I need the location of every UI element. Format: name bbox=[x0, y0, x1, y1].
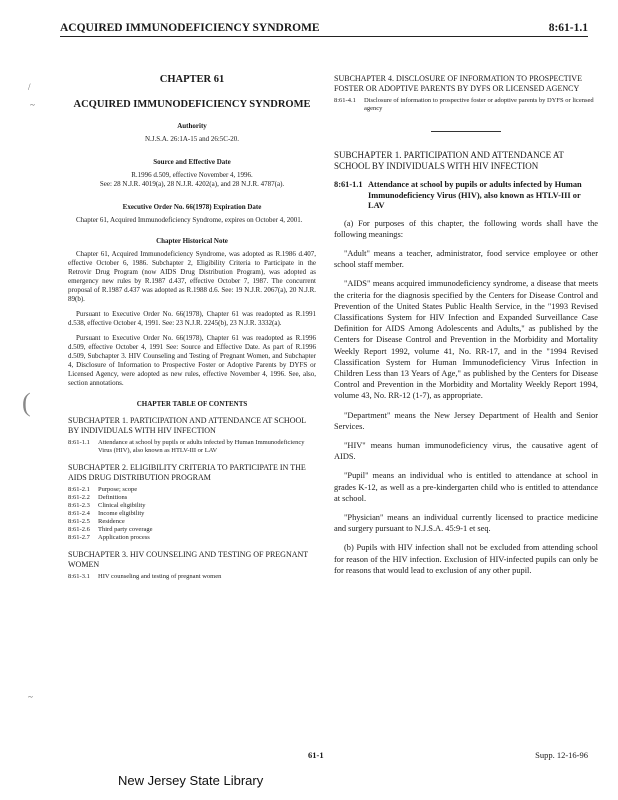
margin-mark: / bbox=[28, 82, 31, 92]
chapter-name: ACQUIRED IMMUNODEFICIENCY SYNDROME bbox=[73, 99, 311, 110]
exec-order-label: Executive Order No. 66(1978) Expiration Date bbox=[122, 203, 262, 211]
toc-number: 8:61-2.5 bbox=[68, 518, 90, 525]
rule-paragraph: "HIV" means human immunodeficiency virus, the causative agent of AIDS. bbox=[334, 440, 598, 462]
toc-entry bbox=[68, 573, 316, 581]
rule-paragraph: "AIDS" means acquired immunodeficiency syndrome, a disease that meets the criteria for the diagnosis specified by the Centers for Disease Control and Prevention of the United States Public Health Service, in the "1993 Revised Classifications System for HIV Infection and Expanded Surveillance Case Definition for AIDS Among Adolescents and Adults," as published by the Centers for Disease Control and Prevention in the Morbidity and Mortality Weekly Report 1992, volume 41, No. RR-17, and in the "1994 Revised Classification System for Human Immunodeficiency Virus Infection in Children Less than 13 Years of Age," as published by the Centers for Disease Control and Prevention in the Morbidity and Mortality Weekly Report 1994, volume 43, No. RR-12 (1-7), as appropriate. bbox=[334, 279, 598, 401]
section-title: Attendance at school by pupils or adults infected by Human Immunodeficiency Virus (HIV), also known as HTLV-III or LAV bbox=[368, 180, 582, 210]
rule-paragraph: "Adult" means a teacher, administrator, food service employee or other school staff member. bbox=[334, 248, 598, 270]
toc-entry bbox=[334, 97, 598, 113]
toc-subchapter-1: SUBCHAPTER 1. PARTICIPATION AND ATTENDANCE AT SCHOOL BY INDIVIDUALS WITH HIV INFECTION bbox=[68, 416, 306, 435]
toc-subchapter-3: SUBCHAPTER 3. HIV COUNSELING AND TESTING OF PREGNANT WOMEN bbox=[68, 550, 309, 569]
exec-order-text: Chapter 61, Acquired Immunodeficiency Syndrome, expires on October 4, 2001. bbox=[76, 216, 303, 224]
rule-paragraph: "Department" means the New Jersey Department of Health and Senior Services. bbox=[334, 410, 598, 431]
source-line-1: R.1996 d.509, effective November 4, 1996. bbox=[131, 171, 253, 179]
toc-entry bbox=[68, 439, 316, 455]
toc-number: 8:61-2.2 bbox=[68, 494, 90, 501]
toc-title: Attendance at school by pupils or adults infected by Human Immunodeficiency Virus (HIV), also known as HTLV-III or LAV bbox=[98, 439, 305, 454]
margin-mark: ~ bbox=[30, 100, 35, 110]
toc-label: CHAPTER TABLE OF CONTENTS bbox=[136, 400, 248, 408]
toc-title: Application process bbox=[98, 534, 150, 541]
toc-number: 8:61-2.4 bbox=[68, 510, 90, 517]
toc-number: 8:61-2.6 bbox=[68, 526, 90, 533]
toc-entry bbox=[68, 526, 316, 534]
page-number: 61-1 bbox=[308, 750, 324, 760]
toc-entry bbox=[68, 486, 316, 494]
toc-title: Residence bbox=[98, 518, 125, 525]
right-column bbox=[334, 74, 598, 584]
history-paragraph: Pursuant to Executive Order No. 66(1978), Chapter 61 was readopted as R.1996 d.509, effective October 4, 1991 See: Source and Effective Date. As part of R.1996 d.509, Subchapter 3. HIV Counseling and Testing of Pregnant Women, and Subchapter 4, Disclosure of Information to Prospective Foster or Adoptive Parents by DYFS or Licensed Agency, were adopted as new rules, effective November 4, 1996. See, also, section annotations. bbox=[68, 334, 316, 387]
toc-subchapter-2: SUBCHAPTER 2. ELIGIBILITY CRITERIA TO PARTICIPATE IN THE AIDS DRUG DISTRIBUTION PROGRAM bbox=[68, 463, 306, 482]
margin-mark: ~ bbox=[28, 692, 33, 702]
toc-title: Purpose; scope bbox=[98, 486, 138, 493]
header-section: 8:61-1.1 bbox=[548, 22, 588, 34]
toc-number: 8:61-2.1 bbox=[68, 486, 90, 493]
toc-number: 8:61-4.1 bbox=[334, 97, 356, 104]
toc-number: 8:61-1.1 bbox=[68, 439, 90, 446]
toc-number: 8:61-2.3 bbox=[68, 502, 90, 509]
section-heading bbox=[334, 180, 598, 212]
chapter-number: CHAPTER 61 bbox=[159, 74, 225, 85]
history-paragraph: Pursuant to Executive Order No. 66(1978), Chapter 61 was readopted as R.1991 d.538, effective October 4, 1991. See: 23 N.J.R. 2245(b), 23 N.J.R. 3332(a). bbox=[68, 310, 316, 327]
library-stamp: New Jersey State Library bbox=[118, 773, 264, 788]
history-label: Chapter Historical Note bbox=[156, 237, 228, 245]
toc-subchapter-4: SUBCHAPTER 4. DISCLOSURE OF INFORMATION TO PROSPECTIVE FOSTER OR ADOPTIVE PARENTS BY DYFS OR LICENSED AGENCY bbox=[334, 74, 582, 93]
rule-paragraph: "Physician" means an individual currently licensed to practice medicine and surgery pursuant to N.J.S.A. 45:9-1 et seq. bbox=[334, 512, 598, 534]
toc-entry bbox=[68, 518, 316, 526]
rule-paragraph: "Pupil" means an individual who is entitled to attendance at school in grades K-12, as well as a pre-kindergarten child who is entitled to attendance at school. bbox=[334, 471, 598, 503]
rule-paragraph: (a) For purposes of this chapter, the following words shall have the following meanings: bbox=[334, 218, 598, 239]
binder-hole-mark: ( bbox=[22, 388, 31, 417]
toc-title: Income eligibility bbox=[98, 510, 145, 517]
source-label: Source and Effective Date bbox=[153, 158, 231, 166]
header-title: ACQUIRED IMMUNODEFICIENCY SYNDROME bbox=[60, 22, 320, 34]
toc-entry bbox=[68, 534, 316, 542]
supplement-date: Supp. 12-16-96 bbox=[535, 750, 588, 760]
rule-paragraph: (b) Pupils with HIV infection shall not be excluded from attending school for reason of the HIV infection. Exclusion of HIV-infected pupils can only be for reasons that would lead to exclusion of any other pupil. bbox=[334, 543, 598, 575]
toc-entry bbox=[68, 502, 316, 510]
toc-title: HIV counseling and testing of pregnant women bbox=[98, 573, 222, 580]
left-column bbox=[68, 74, 316, 581]
history-paragraph: Chapter 61, Acquired Immunodeficiency Syndrome, was adopted as R.1986 d.407, effective October 6, 1986. Subchapter 2, Eligibility Criteria to Participate in the Retrovir Drug Program (now AIDS Drug Distribution Program), was adopted as emergency new rules by R.1987 d.437, effective October 7, 1987. The concurrent proposal of R.1987 d.437 was adopted as R.1988 d.6. See: 19 N.J.R. 2067(a), 20 N.J.R. 89(b). bbox=[68, 250, 316, 303]
toc-number: 8:61-3.1 bbox=[68, 573, 90, 580]
section-number: 8:61-1.1 bbox=[334, 180, 363, 189]
authority-text: N.J.S.A. 26:1A-15 and 26:5C-20. bbox=[144, 135, 240, 143]
running-header bbox=[60, 22, 588, 37]
toc-number: 8:61-2.7 bbox=[68, 534, 90, 541]
toc-title: Clinical eligibility bbox=[98, 502, 146, 509]
section-divider bbox=[431, 131, 501, 132]
subchapter-heading: SUBCHAPTER 1. PARTICIPATION AND ATTENDANCE AT SCHOOL BY INDIVIDUALS WITH HIV INFECTION bbox=[334, 150, 564, 171]
toc-title: Third party coverage bbox=[98, 526, 153, 533]
toc-entry bbox=[68, 510, 316, 518]
toc-title: Definitions bbox=[98, 494, 128, 501]
source-line-2: See: 28 N.J.R. 4019(a), 28 N.J.R. 4202(a), and 28 N.J.R. 4787(a). bbox=[99, 180, 285, 188]
toc-entry bbox=[68, 494, 316, 502]
toc-title: Disclosure of information to prospective foster or adoptive parents by DYFS or licensed agency bbox=[364, 97, 594, 112]
authority-label: Authority bbox=[177, 122, 207, 130]
